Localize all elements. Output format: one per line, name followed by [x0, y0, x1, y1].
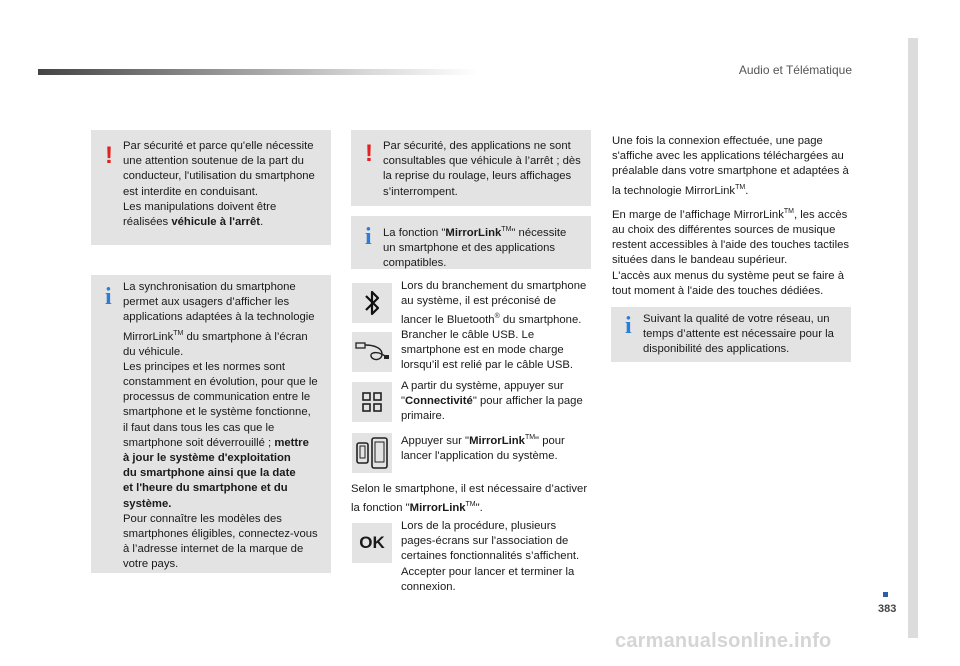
- info-line: votre pays.: [123, 558, 179, 571]
- footer-watermark: carmanualsonline.info: [615, 630, 832, 652]
- warning-line: conducteur, l'utilisation du smartphone: [123, 170, 315, 183]
- warning-box-applications: [351, 130, 591, 206]
- warning-line: Les manipulations doivent être: [123, 200, 277, 213]
- activation-note: Selon le smartphone, il est nécessaire d’activer la fonction "MirrorLink™".: [351, 483, 588, 514]
- step-usb: Brancher le câble USB. Le smartphone est en mode charge lorsqu’il est relié par le câble USB.: [401, 329, 574, 372]
- page-number: 383: [878, 603, 897, 615]
- page-marker: [883, 592, 888, 597]
- usb-cable-icon: [352, 332, 392, 372]
- info-line: temps d’attente est nécessaire pour la: [643, 328, 834, 341]
- warning-line: réalisées véhicule à l'arrêt.: [123, 216, 264, 229]
- step-connectivity: A partir du système, appuyer sur "Connectivité" pour afficher la page primaire.: [401, 380, 583, 423]
- info-line: Pour connaître les modèles des: [123, 512, 282, 525]
- info-line: à l’adresse internet de la marque de: [123, 543, 304, 556]
- warning-icon: !: [105, 142, 113, 169]
- ok-button-icon-box[interactable]: [352, 523, 392, 563]
- page-edge-strip: [908, 38, 918, 638]
- info-line: il faut dans tous les cas que le: [123, 421, 275, 434]
- step-bluetooth: Lors du branchement du smartphone au système, il est préconisé de lancer le Bluetooth® du smartphone.: [401, 280, 587, 327]
- warning-line: est interdite en conduisant.: [123, 185, 259, 198]
- info-line: système.: [123, 497, 172, 510]
- info-icon: i: [365, 224, 372, 250]
- grid-icon: [352, 382, 392, 422]
- mirrorlink-icon: [352, 433, 392, 473]
- section-title: Audio et Télématique: [738, 63, 852, 77]
- info-icon: i: [625, 313, 632, 339]
- info-line: applications adaptées à la technologie: [123, 311, 315, 324]
- mirrorlink-icon-box[interactable]: [352, 433, 392, 473]
- info-line: du véhicule.: [123, 345, 184, 358]
- info-line: MirrorLink™ du smartphone à l’écran: [123, 329, 308, 343]
- warning-line: la reprise du roulage, leurs affichages: [383, 170, 572, 183]
- info-line: à jour le système d'exploitation: [123, 452, 291, 464]
- warning-line: consultables que véhicule à l’arrêt ; dès: [383, 155, 581, 168]
- warning-line: une attention soutenue de la part du: [123, 155, 304, 168]
- warning-line: Par sécurité, des applications ne sont: [383, 140, 571, 152]
- paragraph-connection: Une fois la connexion effectuée, une page s'affiche avec les applications téléchargées au préalable dans votre smartphone et adaptées à la technologie MirrorLink™.: [612, 135, 849, 197]
- paragraph-display: En marge de l’affichage MirrorLink™, les accès au choix des différentes sources de musique restent accessibles à l'aide des touches tactiles situées dans le bandeau supérieur. L'accès aux menus du système peut se faire à tout moment à l'aide des touches dédiées.: [612, 208, 850, 297]
- info-box-synchronisation: [91, 275, 331, 573]
- warning-box-safety: [91, 130, 331, 245]
- step-mirrorlink: Appuyer sur "MirrorLink™" pour lancer l'application du système.: [401, 434, 565, 462]
- warning-icon: !: [365, 140, 373, 167]
- info-line: et l'heure du smartphone et du: [123, 482, 288, 495]
- bluetooth-icon: [352, 283, 392, 323]
- info-box-mirrorlink: [351, 216, 591, 269]
- info-line: smartphones éligibles, connectez-vous: [123, 528, 318, 541]
- info-line: La synchronisation du smartphone: [123, 281, 296, 293]
- info-line: un smartphone et des applications: [383, 241, 556, 254]
- info-line: du smartphone ainsi que la date: [123, 467, 296, 480]
- info-line: Les principes et les normes sont: [123, 360, 286, 373]
- warning-line: Par sécurité et parce qu'elle nécessite: [123, 140, 314, 152]
- warning-line: s’interrompent.: [383, 185, 458, 198]
- step-ok: Lors de la procédure, plusieurs pages-écrans sur l'association de certaines fonctionnalités s’affichent. Accepter pour lancer et terminer la connexion.: [401, 520, 580, 593]
- bluetooth-icon-box: [352, 283, 392, 323]
- info-line: La fonction "MirrorLink™" nécessite: [383, 226, 567, 239]
- info-line: processus de communication entre le: [123, 391, 311, 404]
- info-icon: i: [105, 284, 112, 310]
- info-line: smartphone soit déverrouillé ; mettre: [123, 436, 309, 449]
- info-line: compatibles.: [383, 257, 447, 270]
- info-box-network: [611, 307, 851, 362]
- header-bar: [38, 69, 478, 75]
- ok-label: OK: [359, 533, 385, 552]
- info-line: disponibilité des applications.: [643, 343, 790, 356]
- info-line: permet aux usagers d’afficher les: [123, 296, 290, 309]
- info-line: smartphone et le système fonctionne,: [123, 406, 311, 419]
- info-line: Suivant la qualité de votre réseau, un: [643, 313, 830, 325]
- usb-cable-icon-box: [352, 332, 392, 372]
- grid-icon-box[interactable]: [352, 382, 392, 422]
- info-line: constamment en évolution, pour que le: [123, 375, 318, 388]
